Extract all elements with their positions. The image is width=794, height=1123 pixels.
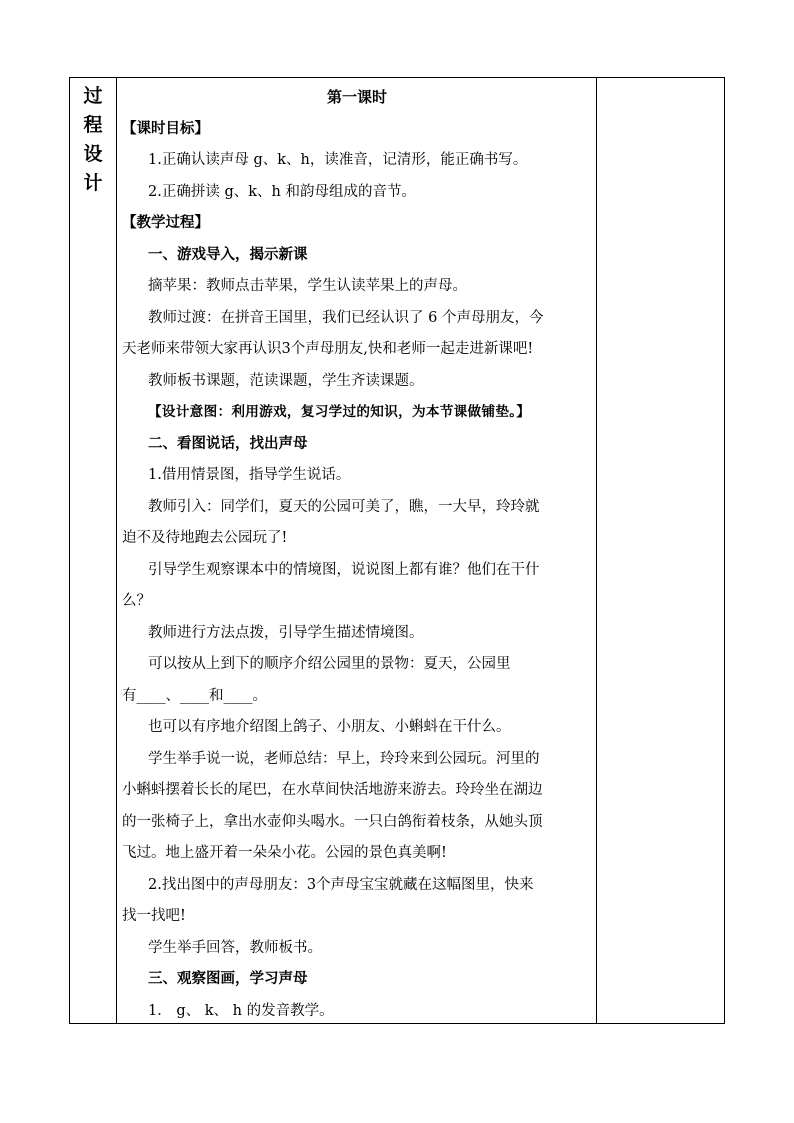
lesson-plan-table bbox=[69, 77, 725, 1024]
content-line: 1.借用情景图，指导学生说话。 bbox=[148, 467, 351, 483]
content-line: 教师板书课题，范读课题，学生齐读课题。 bbox=[148, 372, 424, 389]
content-line: 摘苹果：教师点击苹果，学生认读苹果上的声母。 bbox=[148, 278, 467, 294]
content-line: 教师进行方法点拨，引导学生描述情境图。 bbox=[148, 624, 424, 641]
content-line: 1.正确认读声母 g、k、h，读准音，记清形，能正确书写。 bbox=[148, 152, 528, 168]
content-line: 【课时目标】 bbox=[122, 119, 209, 137]
content-line: 【设计意图：利用游戏，复习学过的知识，为本节课做铺垫。】 bbox=[148, 404, 531, 420]
content-line: 二、看图说话，找出声母 bbox=[148, 434, 308, 452]
content-line: 2.找出图中的声母朋友：3个声母宝宝就藏在这幅图里，快来 bbox=[148, 876, 534, 893]
content-line: 天老师来带领大家再认识3个声母朋友,快和老师一起走进新课吧! bbox=[122, 341, 534, 357]
content-line: 2.正确拼读 g、k、h 和韵母组成的音节。 bbox=[148, 183, 416, 200]
content-line: 的一张椅子上，拿出水壶仰头喝水。一只白鸽衔着枝条，从她头顶 bbox=[122, 813, 543, 830]
content-line: 引导学生观察课本中的情境图，说说图上都有谁？他们在干什 bbox=[148, 561, 540, 578]
content-line: 小蝌蚪摆着长长的尾巴，在水草间快活地游来游去。玲玲坐在湖边 bbox=[122, 782, 543, 798]
content-line: 迫不及待地跑去公园玩了! bbox=[122, 530, 288, 546]
content-line: 学生举手说一说，老师总结：早上，玲玲来到公园玩。河里的 bbox=[148, 750, 540, 767]
content-line: 教师过渡：在拼音王国里，我们已经认识了 6 个声母朋友，今 bbox=[148, 309, 544, 326]
column-divider-left bbox=[116, 78, 117, 1023]
section-title: 第一课时 bbox=[326, 88, 387, 106]
notes-column bbox=[597, 78, 724, 1023]
content-line: 也可以有序地介绍图上鸽子、小朋友、小蝌蚪在干什么。 bbox=[148, 719, 511, 735]
content-line: 教师引入：同学们，夏天的公园可美了，瞧，一大早，玲玲就 bbox=[148, 498, 540, 515]
side-char: 过 bbox=[83, 85, 103, 107]
content-line: 可以按从上到下的顺序介绍公园里的景物：夏天，公园里 bbox=[148, 656, 511, 672]
process-design-label bbox=[70, 82, 116, 198]
side-char: 设 bbox=[83, 143, 103, 165]
content-line: 么？ bbox=[122, 593, 151, 609]
content-line: 学生举手回答，教师板书。 bbox=[148, 939, 322, 956]
side-char: 程 bbox=[83, 114, 103, 136]
content-line: 三、观察图画，学习声母 bbox=[148, 970, 308, 987]
content-line: 找一找吧! bbox=[122, 908, 186, 924]
content-line: 飞过。地上盛开着一朵朵小花。公园的景色真美啊! bbox=[122, 845, 447, 861]
content-line: 一、游戏导入，揭示新课 bbox=[148, 245, 308, 263]
side-char: 计 bbox=[83, 172, 103, 194]
content-line: 1． g、 k、 h 的发音教学。 bbox=[148, 1002, 334, 1019]
content-line: 有____、____和____。 bbox=[122, 687, 267, 704]
content-line: 【教学过程】 bbox=[122, 214, 209, 231]
